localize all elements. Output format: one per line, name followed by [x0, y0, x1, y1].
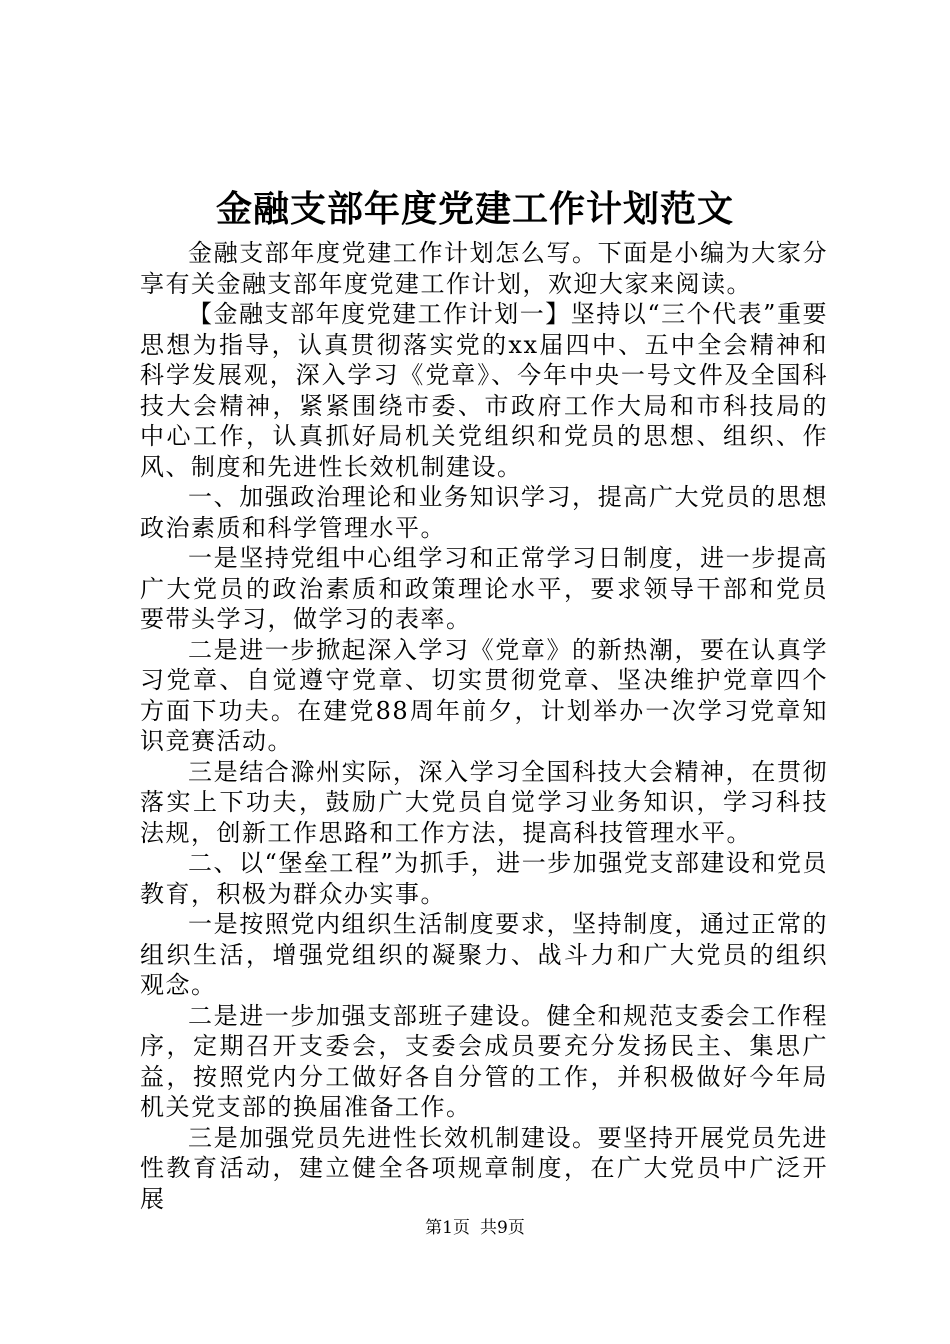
- document-title: 金融支部年度党建工作计划范文: [215, 188, 734, 230]
- page-total: 共9页: [480, 1218, 525, 1238]
- paragraph: 一、加强政治理论和业务知识学习，提高广大党员的思想政治素质和科学管理水平。: [140, 483, 828, 542]
- paragraph: 三是结合滁州实际，深入学习全国科技大会精神，在贯彻落实上下功夫，鼓励广大党员自觉学习业务知识，学习科技法规，创新工作思路和工作方法，提高科技管理水平。: [140, 757, 828, 847]
- paragraph: 二、以“堡垒工程”为抓手，进一步加强党支部建设和党员教育，积极为群众办实事。: [140, 849, 828, 908]
- paragraph: 三是加强党员先进性长效机制建设。要坚持开展党员先进性教育活动，建立健全各项规章制度，在广大党员中广泛开展: [140, 1123, 828, 1213]
- paragraph: 二是进一步加强支部班子建设。健全和规范支委会工作程序，定期召开支委会，支委会成员要充分发扬民主、集思广益，按照党内分工做好各自分管的工作，并积极做好今年局机关党支部的换届准备工作。: [140, 1001, 828, 1121]
- paragraph: 一是按照党内组织生活制度要求，坚持制度，通过正常的组织生活，增强党组织的凝聚力、战斗力和广大党员的组织观念。: [140, 910, 828, 999]
- paragraph: 【金融支部年度党建工作计划一】坚持以“三个代表”重要思想为指导，认真贯彻落实党的xx届四中、五中全会精神和科学发展观，深入学习《党章》、今年中央一号文件及全国科技大会精神，紧紧围绕市委、市政府工作大局和市科技局的中心工作，认真抓好局机关党组织和党员的思想、组织、作风、制度和先进性长效机制建设。: [140, 300, 828, 481]
- page-number: 第1页: [425, 1218, 470, 1238]
- page-footer: [0, 1216, 950, 1240]
- paragraph: 二是进一步掀起深入学习《党章》的新热潮，要在认真学习党章、自觉遵守党章、切实贯彻党章、坚决维护党章四个方面下功夫。在建党88周年前夕，计划举办一次学习党章知识竞赛活动。: [140, 635, 828, 755]
- document-body: [140, 238, 828, 1214]
- paragraph: 金融支部年度党建工作计划怎么写。下面是小编为大家分享有关金融支部年度党建工作计划，欢迎大家来阅读。: [140, 239, 828, 298]
- paragraph: 一是坚持党组中心组学习和正常学习日制度，进一步提高广大党员的政治素质和政策理论水平，要求领导干部和党员要带头学习，做学习的表率。: [140, 544, 828, 633]
